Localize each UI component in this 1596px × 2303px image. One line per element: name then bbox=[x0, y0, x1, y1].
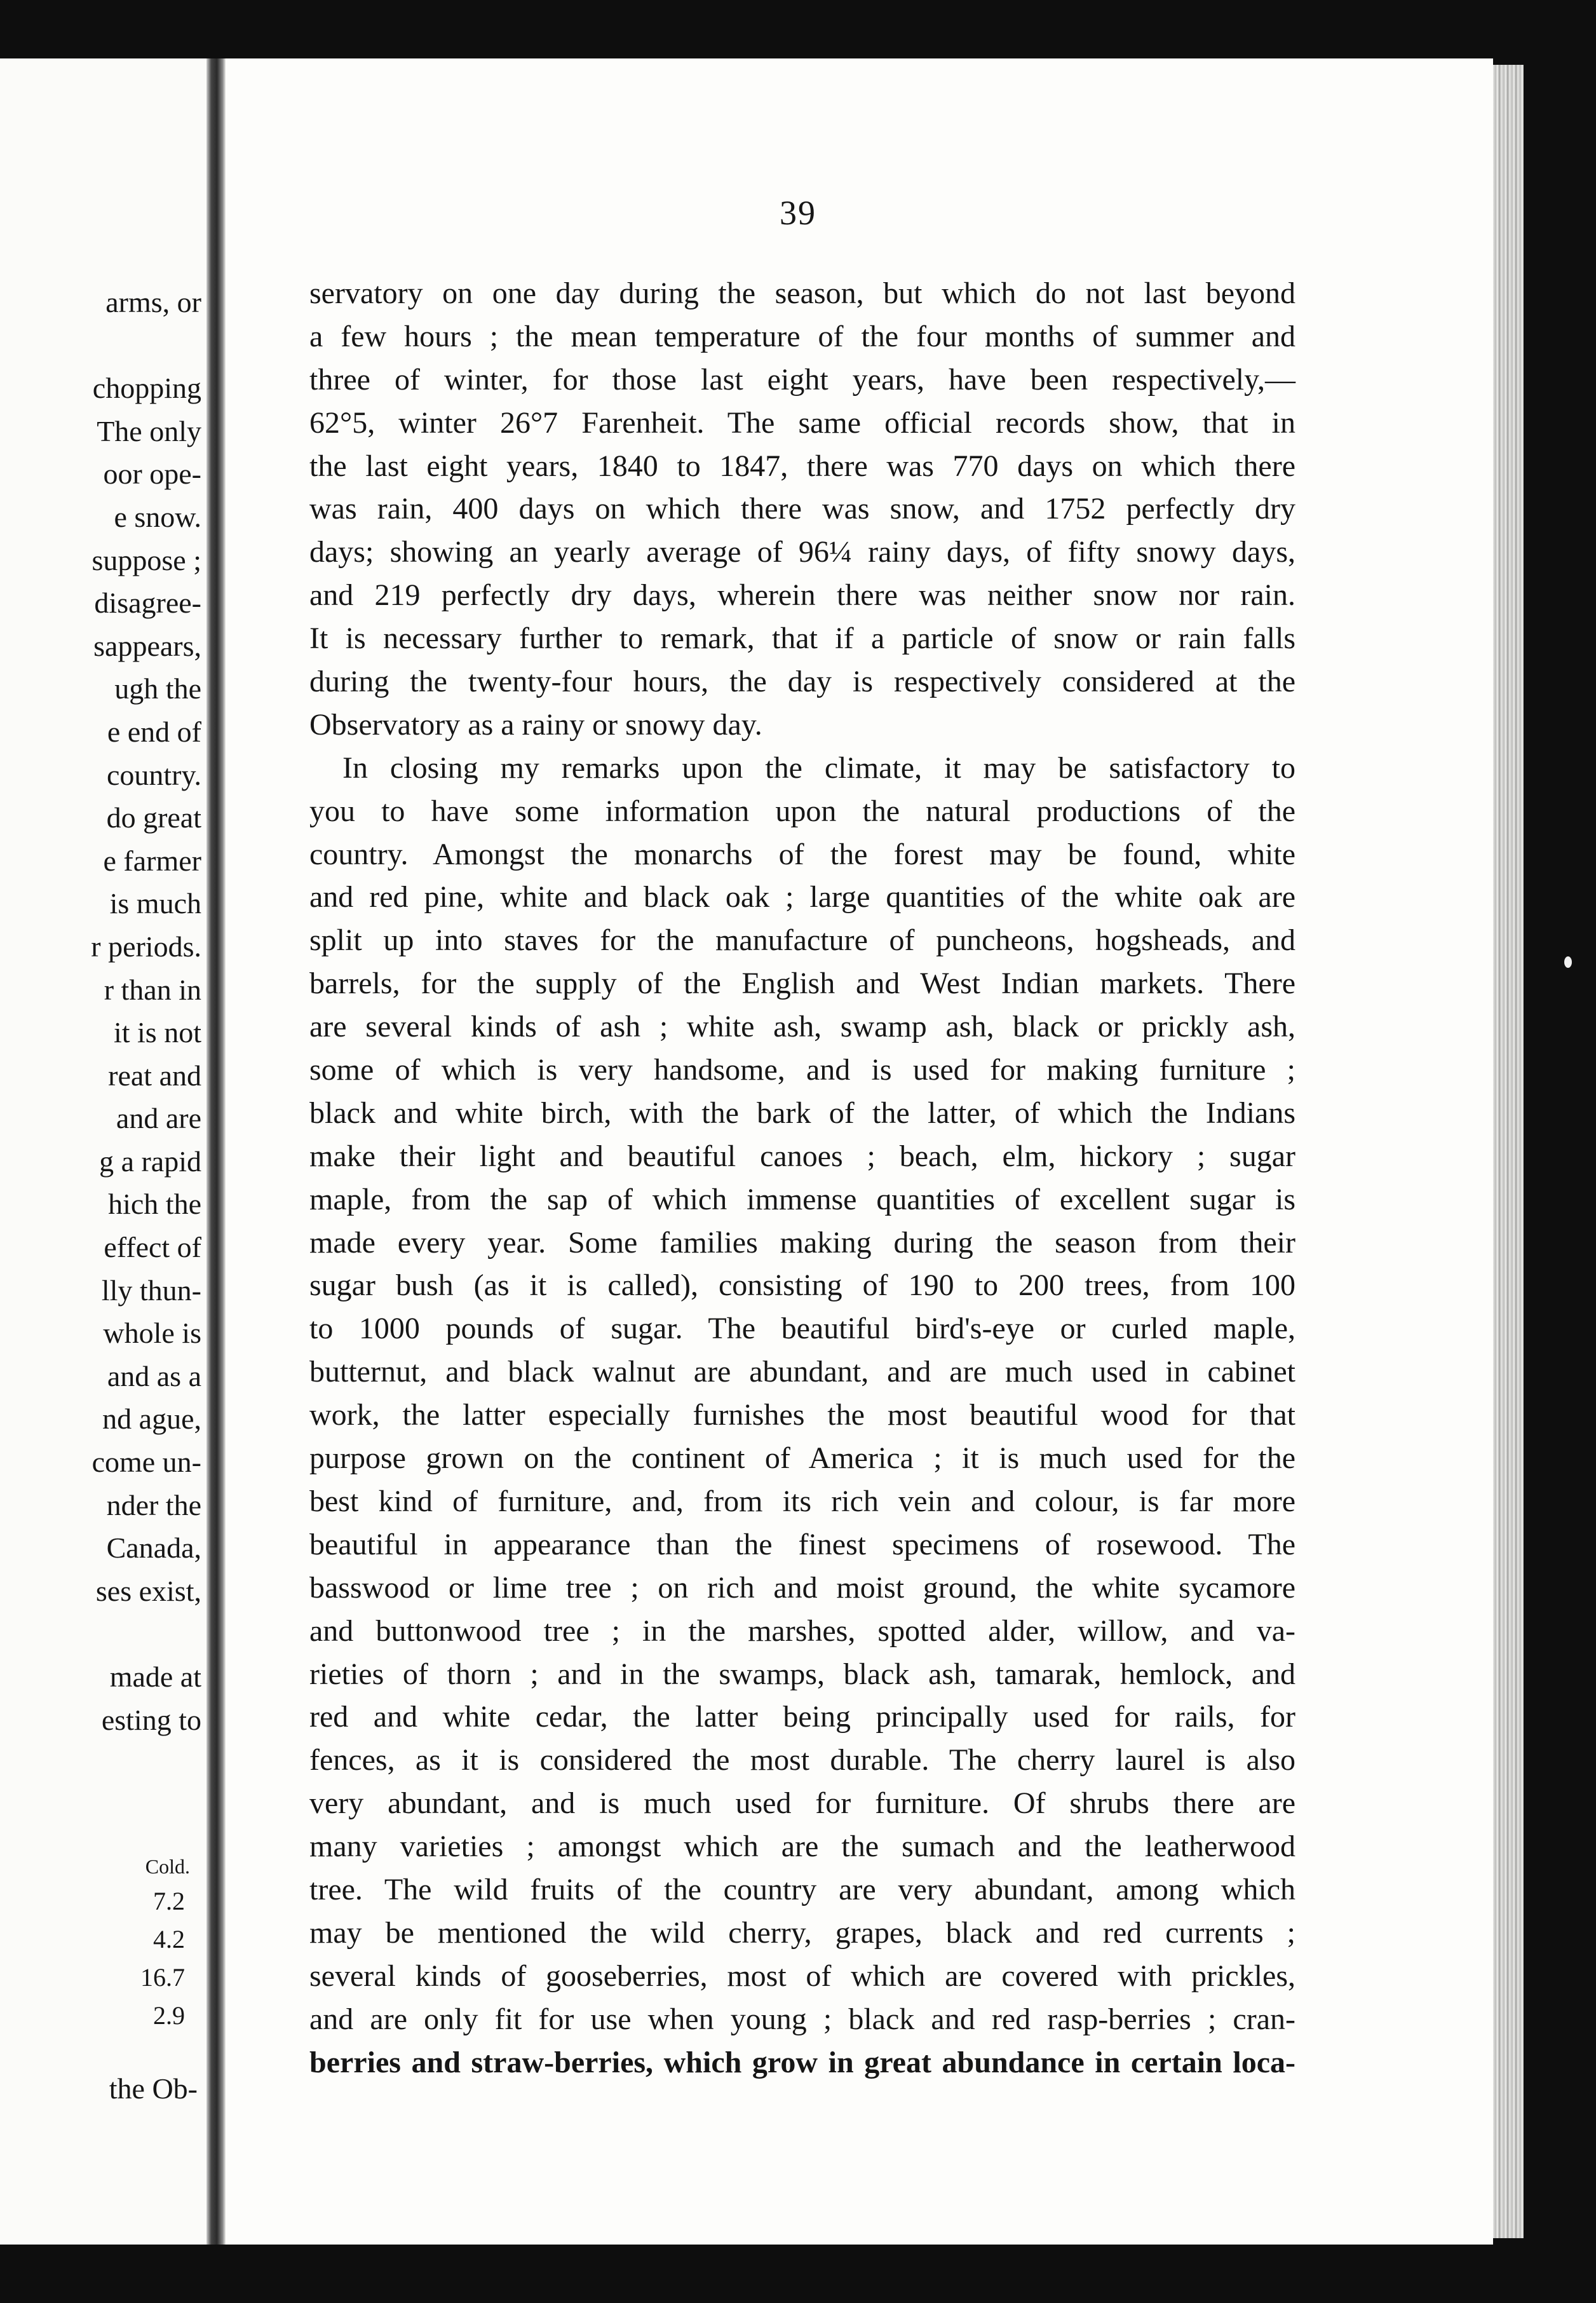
left-line: esting to bbox=[101, 1703, 201, 1736]
left-line bbox=[0, 324, 201, 367]
text-line: rieties of thorn ; and in the swamps, black ash, tamarak, hemlock, and bbox=[309, 1657, 1295, 1691]
text-line: purpose grown on the continent of America ; it is much used for the bbox=[309, 1441, 1295, 1476]
text-line: split up into staves for the manufacture of puncheons, hogsheads, and bbox=[309, 923, 1295, 958]
left-line: r than in bbox=[104, 973, 201, 1006]
table-value: 7.2 bbox=[153, 1887, 185, 1915]
text-line: It is necessary further to remark, that if a particle of snow or rain falls bbox=[309, 622, 1295, 656]
left-line: hich the bbox=[108, 1188, 201, 1221]
table-header-cold: Cold. bbox=[145, 1855, 190, 1878]
left-line: disagree- bbox=[94, 587, 201, 620]
text-line: country. Amongst the monarchs of the forest may be found, white bbox=[309, 837, 1295, 871]
left-line: do great bbox=[106, 801, 201, 834]
table-value: 16.7 bbox=[140, 1963, 185, 1992]
text-line: maple, from the sap of which immense quantities of excellent sugar is bbox=[309, 1182, 1295, 1216]
text-line: 62°5, winter 26°7 Farenheit. The same official records show, that in bbox=[309, 405, 1295, 440]
text-line: you to have some information upon the natural productions of the bbox=[309, 794, 1295, 828]
text-line: beautiful in appearance than the finest specimens of rosewood. The bbox=[309, 1527, 1295, 1561]
left-line: and as a bbox=[107, 1359, 201, 1392]
text-line: three of winter, for those last eight years, have been respectively,— bbox=[309, 362, 1295, 397]
left-facing-page bbox=[0, 58, 206, 2245]
left-line: ses exist, bbox=[95, 1574, 201, 1607]
text-line: servatory on one day during the season, but which do not last beyond bbox=[309, 276, 1295, 310]
left-line: Canada, bbox=[106, 1532, 201, 1565]
text-line: are several kinds of ash ; white ash, swamp ash, black or prickly ash, bbox=[309, 1010, 1295, 1044]
text-line: very abundant, and is much used for furniture. Of shrubs there are bbox=[309, 1786, 1295, 1821]
text-line: work, the latter especially furnishes the most beautiful wood for that bbox=[309, 1398, 1295, 1432]
left-line: sappears, bbox=[93, 629, 201, 662]
left-line bbox=[0, 1612, 201, 1655]
left-line: oor ope- bbox=[103, 458, 201, 491]
table-value: 4.2 bbox=[153, 1925, 185, 1953]
text-line: days; showing an yearly average of 96¼ rainy days, of fifty snowy days, bbox=[309, 535, 1295, 569]
text-line: and are only fit for use when young ; black and red rasp-berries ; cran- bbox=[309, 2002, 1295, 2036]
text-line: and 219 perfectly dry days, wherein there was neither snow nor rain. bbox=[309, 578, 1295, 613]
left-line: and are bbox=[116, 1102, 201, 1135]
text-line: to 1000 pounds of sugar. The beautiful bird's-eye or curled maple, bbox=[309, 1312, 1295, 1346]
left-line: reat and bbox=[108, 1059, 201, 1092]
text-line: and red pine, white and black oak ; large quantities of the white oak are bbox=[309, 880, 1295, 914]
text-line: some of which is very handsome, and is used for making furniture ; bbox=[309, 1053, 1295, 1087]
left-line: come un- bbox=[91, 1446, 201, 1479]
text-line: tree. The wild fruits of the country are very abundant, among which bbox=[309, 1872, 1295, 1906]
left-line: made at bbox=[109, 1661, 201, 1693]
text-line: fences, as it is considered the most durable. The cherry laurel is also bbox=[309, 1743, 1295, 1777]
left-line: country. bbox=[106, 758, 201, 791]
left-line: e farmer bbox=[103, 844, 201, 877]
left-page-table bbox=[97, 1851, 199, 2035]
left-line: is much bbox=[109, 887, 201, 920]
left-line: g a rapid bbox=[99, 1145, 201, 1178]
text-line: the last eight years, 1840 to 1847, there was 770 days on which there bbox=[309, 449, 1295, 483]
paragraph-start-line: In closing my remarks upon the climate, it may be satisfactory to bbox=[342, 751, 1295, 785]
text-line: red and white cedar, the latter being principally used for rails, for bbox=[309, 1700, 1295, 1734]
left-line: arms, or bbox=[105, 286, 201, 318]
text-line: a few hours ; the mean temperature of the four months of summer and bbox=[309, 319, 1295, 353]
scan-artifact bbox=[1564, 956, 1572, 968]
left-page-tail: the Ob- bbox=[109, 2072, 198, 2105]
page-edge bbox=[1493, 65, 1524, 2238]
text-line: may be mentioned the wild cherry, grapes, black and red currents ; bbox=[309, 1915, 1295, 1950]
left-line: suppose ; bbox=[91, 543, 201, 576]
page-number: 39 bbox=[780, 194, 816, 232]
text-line: Observatory as a rainy or snowy day. bbox=[309, 707, 762, 742]
left-line: r periods. bbox=[91, 930, 201, 963]
text-line: black and white birch, with the bark of the latter, of which the Indians bbox=[309, 1096, 1295, 1130]
text-line: during the twenty-four hours, the day is respectively considered at the bbox=[309, 665, 1295, 699]
left-line: The only bbox=[97, 414, 201, 447]
left-line: it is not bbox=[113, 1016, 201, 1049]
table-value: 2.9 bbox=[153, 2001, 185, 2030]
left-line: ugh the bbox=[114, 672, 201, 705]
left-line: nd ague, bbox=[102, 1403, 201, 1436]
text-line: basswood or lime tree ; on rich and moist ground, the white sycamore bbox=[309, 1570, 1295, 1605]
left-line: e snow. bbox=[114, 500, 201, 533]
text-line: several kinds of gooseberries, most of which are covered with prickles, bbox=[309, 1959, 1295, 1993]
left-line: nder the bbox=[106, 1488, 201, 1521]
text-line: berries and straw-berries, which grow in great abundance in certain loca- bbox=[309, 2045, 1295, 2079]
text-line: make their light and beautiful canoes ; beach, elm, hickory ; sugar bbox=[309, 1139, 1295, 1173]
left-line: lly thun- bbox=[101, 1274, 201, 1307]
text-line: butternut, and black walnut are abundant, and are much used in cabinet bbox=[309, 1355, 1295, 1389]
text-line: many varieties ; amongst which are the sumach and the leatherwood bbox=[309, 1830, 1295, 1864]
left-line: e end of bbox=[107, 715, 201, 748]
text-line: made every year. Some families making during the season from their bbox=[309, 1225, 1295, 1260]
text-line: sugar bush (as it is called), consisting of 190 to 200 trees, from 100 bbox=[309, 1268, 1295, 1303]
book-gutter bbox=[206, 58, 226, 2245]
text-line: best kind of furniture, and, from its rich vein and colour, is far more bbox=[309, 1484, 1295, 1518]
left-page-text bbox=[0, 281, 201, 1741]
left-line: chopping bbox=[92, 372, 201, 405]
text-line: and buttonwood tree ; in the marshes, spotted alder, willow, and va- bbox=[309, 1613, 1295, 1648]
left-line: whole is bbox=[103, 1317, 201, 1350]
left-line: effect of bbox=[104, 1231, 201, 1264]
text-line: barrels, for the supply of the English and West Indian markets. There bbox=[309, 967, 1295, 1001]
body-text bbox=[309, 272, 1295, 2084]
text-line: was rain, 400 days on which there was snow, and 1752 perfectly dry bbox=[309, 492, 1295, 526]
